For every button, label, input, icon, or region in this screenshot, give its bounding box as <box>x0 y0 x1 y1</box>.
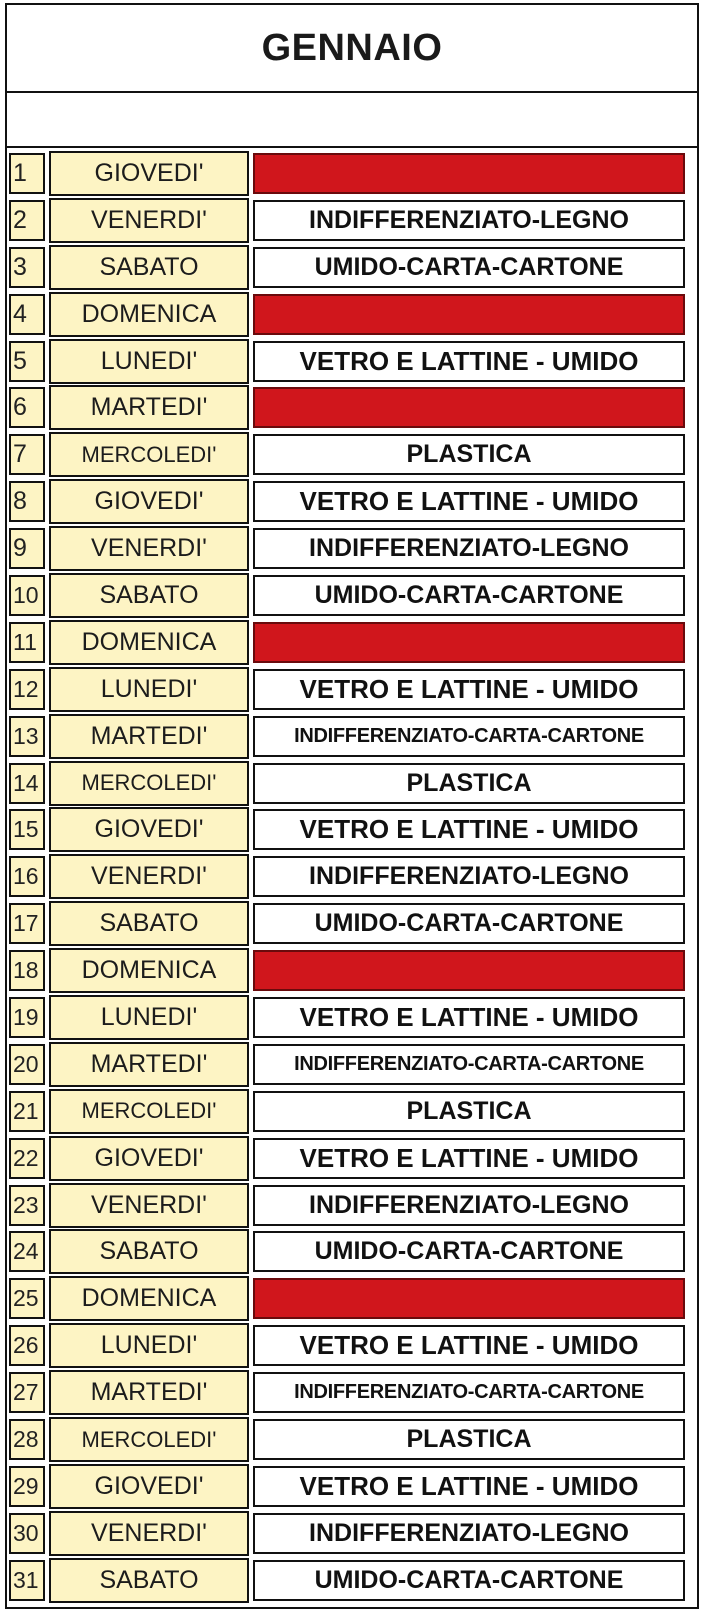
table-row <box>7 806 697 853</box>
table-row <box>7 478 697 525</box>
collection-cell: VETRO E LATTINE - UMIDO <box>253 1466 685 1507</box>
day-number: 18 <box>9 950 45 991</box>
day-number: 25 <box>9 1278 45 1319</box>
weekday-cell: MARTEDI' <box>49 714 249 759</box>
collection-cell: PLASTICA <box>253 1091 685 1132</box>
no-collection-cell <box>253 294 685 335</box>
table-row <box>7 619 697 666</box>
table-row <box>7 1369 697 1416</box>
table-row <box>7 1088 697 1135</box>
weekday-cell: MARTEDI' <box>49 1042 249 1087</box>
collection-cell: UMIDO-CARTA-CARTONE <box>253 575 685 616</box>
collection-cell: INDIFFERENZIATO-CARTA-CARTONE <box>253 716 685 757</box>
collection-cell: INDIFFERENZIATO-LEGNO <box>253 200 685 241</box>
table-row <box>7 947 697 994</box>
month-title: GENNAIO <box>7 5 697 93</box>
table-row <box>7 384 697 431</box>
collection-cell: UMIDO-CARTA-CARTONE <box>253 247 685 288</box>
table-row <box>7 900 697 947</box>
collection-cell: VETRO E LATTINE - UMIDO <box>253 997 685 1038</box>
weekday-cell: SABATO <box>49 901 249 946</box>
table-row <box>7 666 697 713</box>
weekday-cell: GIOVEDI' <box>49 479 249 524</box>
collection-cell: VETRO E LATTINE - UMIDO <box>253 481 685 522</box>
table-row <box>7 197 697 244</box>
day-number: 24 <box>9 1231 45 1272</box>
weekday-cell: DOMENICA <box>49 292 249 337</box>
day-number: 31 <box>9 1560 45 1601</box>
no-collection-cell <box>253 1278 685 1319</box>
table-row <box>7 244 697 291</box>
collection-cell: INDIFFERENZIATO-LEGNO <box>253 528 685 569</box>
weekday-cell: VENERDI' <box>49 198 249 243</box>
weekday-cell: MERCOLEDI' <box>49 1089 249 1134</box>
day-number: 7 <box>9 434 45 475</box>
collection-cell: INDIFFERENZIATO-LEGNO <box>253 1513 685 1554</box>
no-collection-cell <box>253 387 685 428</box>
weekday-cell: MERCOLEDI' <box>49 432 249 477</box>
table-row <box>7 1416 697 1463</box>
day-number: 12 <box>9 669 45 710</box>
weekday-cell: DOMENICA <box>49 1276 249 1321</box>
collection-cell: UMIDO-CARTA-CARTONE <box>253 903 685 944</box>
collection-cell: INDIFFERENZIATO-LEGNO <box>253 1185 685 1226</box>
weekday-cell: VENERDI' <box>49 526 249 571</box>
collection-cell: PLASTICA <box>253 1419 685 1460</box>
day-number: 3 <box>9 247 45 288</box>
weekday-cell: LUNEDI' <box>49 667 249 712</box>
day-number: 17 <box>9 903 45 944</box>
collection-cell: VETRO E LATTINE - UMIDO <box>253 669 685 710</box>
collection-cell: INDIFFERENZIATO-CARTA-CARTONE <box>253 1044 685 1085</box>
weekday-cell: SABATO <box>49 1229 249 1274</box>
day-number: 8 <box>9 481 45 522</box>
weekday-cell: GIOVEDI' <box>49 807 249 852</box>
day-number: 15 <box>9 809 45 850</box>
table-row <box>7 150 697 197</box>
no-collection-cell <box>253 153 685 194</box>
day-number: 13 <box>9 716 45 757</box>
table-row <box>7 994 697 1041</box>
weekday-cell: VENERDI' <box>49 1183 249 1228</box>
day-number: 30 <box>9 1513 45 1554</box>
day-number: 4 <box>9 294 45 335</box>
collection-cell: PLASTICA <box>253 763 685 804</box>
day-number: 26 <box>9 1325 45 1366</box>
day-number: 11 <box>9 622 45 663</box>
day-number: 20 <box>9 1044 45 1085</box>
day-number: 2 <box>9 200 45 241</box>
collection-cell: INDIFFERENZIATO-LEGNO <box>253 856 685 897</box>
weekday-cell: VENERDI' <box>49 854 249 899</box>
weekday-cell: GIOVEDI' <box>49 151 249 196</box>
day-number: 28 <box>9 1419 45 1460</box>
collection-cell: VETRO E LATTINE - UMIDO <box>253 809 685 850</box>
table-row <box>7 1135 697 1182</box>
day-number: 19 <box>9 997 45 1038</box>
table-row <box>7 1510 697 1557</box>
table-row <box>7 525 697 572</box>
weekday-cell: SABATO <box>49 245 249 290</box>
table-row <box>7 1463 697 1510</box>
day-number: 14 <box>9 763 45 804</box>
table-row <box>7 338 697 385</box>
weekday-cell: DOMENICA <box>49 620 249 665</box>
no-collection-cell <box>253 950 685 991</box>
day-number: 22 <box>9 1138 45 1179</box>
weekday-cell: GIOVEDI' <box>49 1464 249 1509</box>
collection-cell: UMIDO-CARTA-CARTONE <box>253 1560 685 1601</box>
table-row <box>7 1275 697 1322</box>
table-row <box>7 572 697 619</box>
weekday-cell: MARTEDI' <box>49 385 249 430</box>
weekday-cell: DOMENICA <box>49 948 249 993</box>
day-number: 21 <box>9 1091 45 1132</box>
table-row <box>7 1557 697 1604</box>
table-row <box>7 713 697 760</box>
table-row <box>7 1041 697 1088</box>
day-number: 5 <box>9 341 45 382</box>
day-number: 29 <box>9 1466 45 1507</box>
header-spacer-row <box>7 93 697 148</box>
table-row <box>7 1322 697 1369</box>
table-row <box>7 1228 697 1275</box>
day-number: 1 <box>9 153 45 194</box>
collection-cell: UMIDO-CARTA-CARTONE <box>253 1231 685 1272</box>
weekday-cell: LUNEDI' <box>49 1323 249 1368</box>
collection-cell: VETRO E LATTINE - UMIDO <box>253 1138 685 1179</box>
weekday-cell: VENERDI' <box>49 1511 249 1556</box>
table-row <box>7 760 697 807</box>
table-row <box>7 291 697 338</box>
weekday-cell: GIOVEDI' <box>49 1136 249 1181</box>
weekday-cell: SABATO <box>49 1558 249 1603</box>
weekday-cell: LUNEDI' <box>49 339 249 384</box>
weekday-cell: SABATO <box>49 573 249 618</box>
collection-cell: PLASTICA <box>253 434 685 475</box>
collection-cell: INDIFFERENZIATO-CARTA-CARTONE <box>253 1372 685 1413</box>
day-number: 16 <box>9 856 45 897</box>
calendar-sheet <box>5 3 699 1609</box>
day-number: 23 <box>9 1185 45 1226</box>
weekday-cell: MERCOLEDI' <box>49 761 249 806</box>
table-row <box>7 431 697 478</box>
day-number: 6 <box>9 387 45 428</box>
collection-cell: VETRO E LATTINE - UMIDO <box>253 1325 685 1366</box>
weekday-cell: MERCOLEDI' <box>49 1417 249 1462</box>
weekday-cell: LUNEDI' <box>49 995 249 1040</box>
no-collection-cell <box>253 622 685 663</box>
day-number: 9 <box>9 528 45 569</box>
day-rows <box>7 150 697 1604</box>
day-number: 10 <box>9 575 45 616</box>
table-row <box>7 853 697 900</box>
day-number: 27 <box>9 1372 45 1413</box>
collection-cell: VETRO E LATTINE - UMIDO <box>253 341 685 382</box>
table-row <box>7 1182 697 1229</box>
weekday-cell: MARTEDI' <box>49 1370 249 1415</box>
